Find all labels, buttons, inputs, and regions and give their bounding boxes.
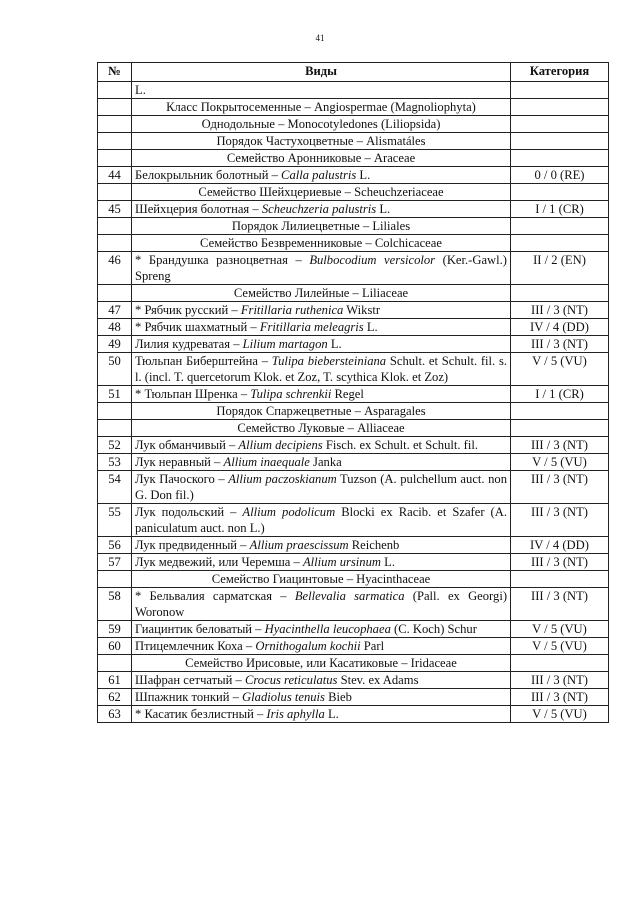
species-name-cell: Лук Пачоского – Allium paczoskianum Tuzson (A. pulchellum auct. non G. Don fil.) bbox=[132, 471, 511, 504]
number-cell: 63 bbox=[98, 706, 132, 723]
taxon-group-row bbox=[98, 218, 609, 235]
table-row bbox=[98, 588, 609, 621]
taxon-group-cell: Класс Покрытосеменные – Angiospermae (Magnoliophyta) bbox=[132, 99, 511, 116]
species-name-cell: * Бельвалия сарматская – Bellevalia sarmatica (Pall. ex Georgi) Woronow bbox=[132, 588, 511, 621]
category-cell: V / 5 (VU) bbox=[511, 706, 609, 723]
taxon-group-row bbox=[98, 184, 609, 201]
number-cell: 60 bbox=[98, 638, 132, 655]
category-cell: V / 5 (VU) bbox=[511, 621, 609, 638]
taxon-group-cell: Порядок Лилиецветные – Liliales bbox=[132, 218, 511, 235]
category-cell: III / 3 (NT) bbox=[511, 588, 609, 621]
number-cell bbox=[98, 184, 132, 201]
category-cell bbox=[511, 99, 609, 116]
number-cell bbox=[98, 235, 132, 252]
category-cell: V / 5 (VU) bbox=[511, 454, 609, 471]
category-cell: III / 3 (NT) bbox=[511, 689, 609, 706]
category-cell: I / 1 (CR) bbox=[511, 201, 609, 218]
number-cell: 45 bbox=[98, 201, 132, 218]
species-name-cell: Лилия кудреватая – Lilium martagon L. bbox=[132, 336, 511, 353]
species-name-cell: Шейхцерия болотная – Scheuchzeria palustris L. bbox=[132, 201, 511, 218]
category-cell: V / 5 (VU) bbox=[511, 353, 609, 386]
number-cell: 44 bbox=[98, 167, 132, 184]
number-cell bbox=[98, 82, 132, 99]
number-cell bbox=[98, 218, 132, 235]
species-name-cell: * Касатик безлистный – Iris aphylla L. bbox=[132, 706, 511, 723]
species-name-cell: * Брандушка разноцветная – Bulbocodium versicolor (Ker.-Gawl.) Spreng bbox=[132, 252, 511, 285]
taxon-group-row bbox=[98, 420, 609, 437]
taxon-group-cell: Семейство Луковые – Alliaceae bbox=[132, 420, 511, 437]
header-species: Виды bbox=[132, 63, 511, 82]
taxon-group-cell: Семейство Лилейные – Liliaceae bbox=[132, 285, 511, 302]
header-number: № bbox=[98, 63, 132, 82]
table-row bbox=[98, 504, 609, 537]
category-cell bbox=[511, 420, 609, 437]
taxon-group-cell: Однодольные – Monocotyledones (Liliopsida) bbox=[132, 116, 511, 133]
table-row bbox=[98, 319, 609, 336]
taxon-group-row bbox=[98, 116, 609, 133]
category-cell: II / 2 (EN) bbox=[511, 252, 609, 285]
number-cell: 53 bbox=[98, 454, 132, 471]
number-cell bbox=[98, 420, 132, 437]
table-row bbox=[98, 689, 609, 706]
table-row bbox=[98, 621, 609, 638]
number-cell: 50 bbox=[98, 353, 132, 386]
table-row bbox=[98, 336, 609, 353]
table-row bbox=[98, 437, 609, 454]
category-cell: I / 1 (CR) bbox=[511, 386, 609, 403]
number-cell bbox=[98, 133, 132, 150]
header-category: Категория bbox=[511, 63, 609, 82]
table-row bbox=[98, 302, 609, 319]
table-header bbox=[98, 63, 609, 82]
category-cell bbox=[511, 218, 609, 235]
species-name-cell: Гиацинтик беловатый – Hyacinthella leucophaea (C. Koch) Schur bbox=[132, 621, 511, 638]
number-cell: 61 bbox=[98, 672, 132, 689]
number-cell: 54 bbox=[98, 471, 132, 504]
species-name-cell: Лук неравный – Allium inaequale Janka bbox=[132, 454, 511, 471]
number-cell: 56 bbox=[98, 537, 132, 554]
category-cell bbox=[511, 150, 609, 167]
number-cell bbox=[98, 285, 132, 302]
taxon-group-row bbox=[98, 285, 609, 302]
taxon-group-row bbox=[98, 235, 609, 252]
number-cell: 47 bbox=[98, 302, 132, 319]
species-name-cell: Лук обманчивый – Allium decipiens Fisch. ex Schult. et Schult. fil. bbox=[132, 437, 511, 454]
category-cell bbox=[511, 235, 609, 252]
category-cell: III / 3 (NT) bbox=[511, 336, 609, 353]
taxon-group-row bbox=[98, 571, 609, 588]
category-cell: 0 / 0 (RE) bbox=[511, 167, 609, 184]
species-name-cell: Птицемлечник Коха – Ornithogalum kochii Parl bbox=[132, 638, 511, 655]
table-row bbox=[98, 82, 609, 99]
table-row bbox=[98, 638, 609, 655]
category-cell: III / 3 (NT) bbox=[511, 437, 609, 454]
taxon-group-row bbox=[98, 133, 609, 150]
number-cell: 55 bbox=[98, 504, 132, 537]
species-name-cell: Лук медвежий, или Черемша – Allium ursinum L. bbox=[132, 554, 511, 571]
number-cell bbox=[98, 99, 132, 116]
category-cell: IV / 4 (DD) bbox=[511, 537, 609, 554]
number-cell: 58 bbox=[98, 588, 132, 621]
table-row bbox=[98, 471, 609, 504]
category-cell: III / 3 (NT) bbox=[511, 554, 609, 571]
species-table bbox=[97, 62, 609, 723]
number-cell: 62 bbox=[98, 689, 132, 706]
category-cell bbox=[511, 133, 609, 150]
taxon-group-row bbox=[98, 99, 609, 116]
number-cell: 59 bbox=[98, 621, 132, 638]
species-name-cell: Шпажник тонкий – Gladiolus tenuis Bieb bbox=[132, 689, 511, 706]
taxon-group-cell: Порядок Частухоцветные – Alismatáles bbox=[132, 133, 511, 150]
category-cell bbox=[511, 82, 609, 99]
taxon-group-cell: Семейство Ирисовые, или Касатиковые – Iridaceae bbox=[132, 655, 511, 672]
table-row bbox=[98, 454, 609, 471]
species-name-cell: Тюльпан Биберштейна – Tulipa biebersteiniana Schult. et Schult. fil. s. l. (incl. T. quercetorum Klok. et Zoz, T. scythica Klok. et Zoz) bbox=[132, 353, 511, 386]
number-cell bbox=[98, 571, 132, 588]
species-name-cell: Лук подольский – Allium podolicum Blocki ex Racib. et Szafer (A. paniculatum auct. non L.) bbox=[132, 504, 511, 537]
species-name-cell: * Тюльпан Шренка – Tulipa schrenkii Regel bbox=[132, 386, 511, 403]
category-cell: III / 3 (NT) bbox=[511, 672, 609, 689]
number-cell: 52 bbox=[98, 437, 132, 454]
category-cell: III / 3 (NT) bbox=[511, 504, 609, 537]
number-cell: 48 bbox=[98, 319, 132, 336]
category-cell bbox=[511, 285, 609, 302]
page-number: 41 bbox=[315, 33, 325, 43]
category-cell bbox=[511, 571, 609, 588]
species-name-cell: * Рябчик шахматный – Fritillaria meleagris L. bbox=[132, 319, 511, 336]
category-cell bbox=[511, 655, 609, 672]
number-cell bbox=[98, 655, 132, 672]
taxon-group-cell: Семейство Аронниковые – Araceae bbox=[132, 150, 511, 167]
number-cell bbox=[98, 116, 132, 133]
number-cell bbox=[98, 403, 132, 420]
table-row bbox=[98, 167, 609, 184]
number-cell: 51 bbox=[98, 386, 132, 403]
species-name-cell: * Рябчик русский – Fritillaria ruthenica Wikstr bbox=[132, 302, 511, 319]
taxon-group-row bbox=[98, 655, 609, 672]
table-row bbox=[98, 386, 609, 403]
table-row bbox=[98, 353, 609, 386]
category-cell bbox=[511, 403, 609, 420]
category-cell bbox=[511, 116, 609, 133]
table-body bbox=[98, 82, 609, 723]
category-cell bbox=[511, 184, 609, 201]
taxon-group-cell: Семейство Безвременниковые – Colchicaceae bbox=[132, 235, 511, 252]
number-cell: 57 bbox=[98, 554, 132, 571]
category-cell: III / 3 (NT) bbox=[511, 302, 609, 319]
taxon-group-row bbox=[98, 403, 609, 420]
taxon-group-row bbox=[98, 150, 609, 167]
number-cell bbox=[98, 150, 132, 167]
table-row bbox=[98, 672, 609, 689]
taxon-group-cell: Семейство Гиацинтовые – Hyacinthaceae bbox=[132, 571, 511, 588]
species-name-cell: Шафран сетчатый – Crocus reticulatus Stev. ex Adams bbox=[132, 672, 511, 689]
table-row bbox=[98, 201, 609, 218]
category-cell: III / 3 (NT) bbox=[511, 471, 609, 504]
species-name-cell: Белокрыльник болотный – Calla palustris L. bbox=[132, 167, 511, 184]
taxon-group-cell: Порядок Спаржецветные – Asparagales bbox=[132, 403, 511, 420]
taxon-group-cell: Семейство Шейхцериевые – Scheuchzeriaceae bbox=[132, 184, 511, 201]
category-cell: V / 5 (VU) bbox=[511, 638, 609, 655]
table-row bbox=[98, 252, 609, 285]
number-cell: 49 bbox=[98, 336, 132, 353]
category-cell: IV / 4 (DD) bbox=[511, 319, 609, 336]
species-name-cell: L. bbox=[132, 82, 511, 99]
table-row bbox=[98, 554, 609, 571]
table-row bbox=[98, 706, 609, 723]
species-name-cell: Лук предвиденный – Allium praescissum Reichenb bbox=[132, 537, 511, 554]
table-row bbox=[98, 537, 609, 554]
number-cell: 46 bbox=[98, 252, 132, 285]
